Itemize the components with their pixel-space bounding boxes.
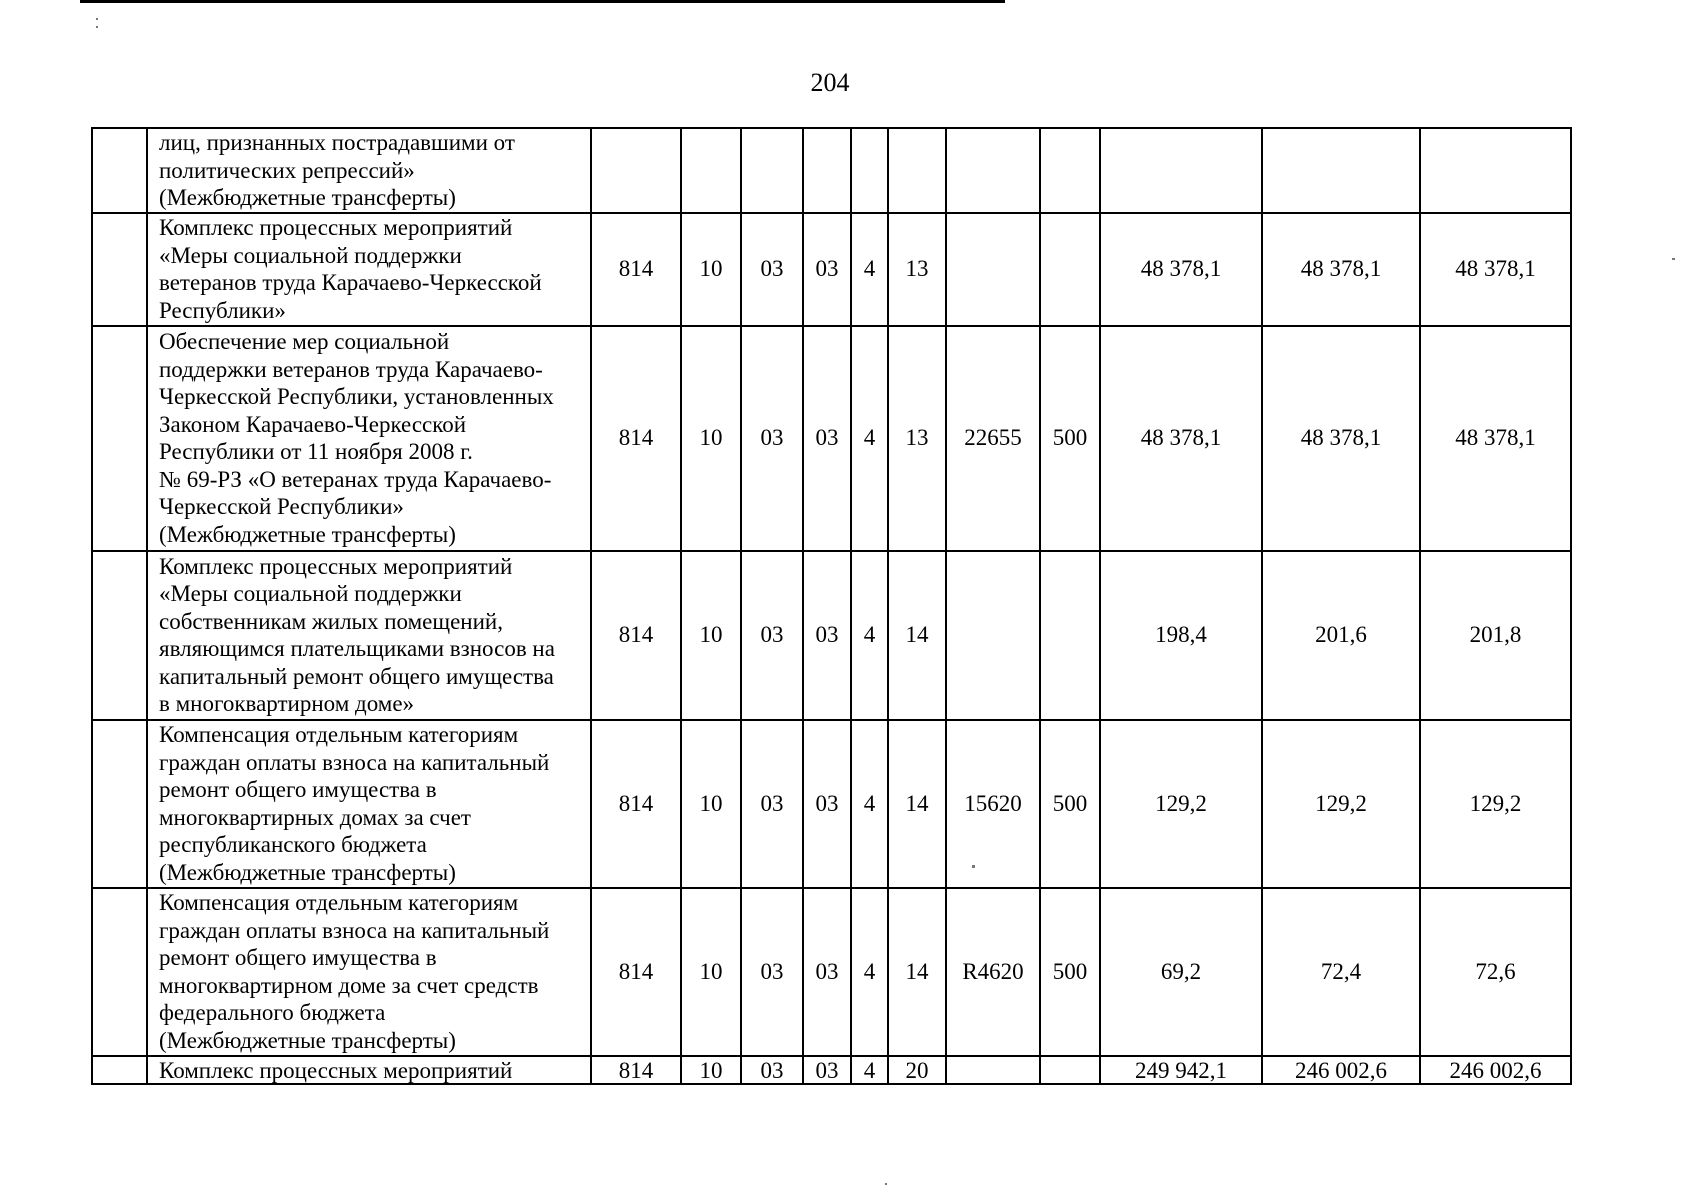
item-cell [946, 213, 1040, 326]
description-cell: Компенсация отдельным категориям граждан оплаты взноса на капитальный ремонт общего имущества в многоквартирном доме за счет средств федерального бюджета (Межбюджетные трансферты) [147, 888, 591, 1056]
scan-speck [885, 1183, 887, 1185]
item-cell: R4620 [946, 888, 1040, 1056]
program-cell [803, 128, 851, 213]
expense-type-cell [1040, 551, 1100, 720]
section-cell: 10 [681, 888, 741, 1056]
item-cell [946, 551, 1040, 720]
expense-type-cell [1040, 213, 1100, 326]
amount-1-cell: 48 378,1 [1100, 326, 1262, 551]
expense-type-cell: 500 [1040, 326, 1100, 551]
type-cell: 4 [851, 551, 888, 720]
item-cell [946, 128, 1040, 213]
amount-2-cell [1262, 128, 1420, 213]
subsection-cell: 03 [741, 888, 803, 1056]
program-cell: 03 [803, 888, 851, 1056]
group-cell [888, 128, 946, 213]
scan-speck [972, 865, 975, 868]
row-index-cell [92, 888, 147, 1056]
table-row [92, 720, 1571, 888]
row-index-cell [92, 551, 147, 720]
scan-speck [96, 18, 98, 20]
program-cell: 03 [803, 551, 851, 720]
subsection-cell [741, 128, 803, 213]
group-cell: 14 [888, 551, 946, 720]
amount-1-cell: 69,2 [1100, 888, 1262, 1056]
program-cell: 03 [803, 1056, 851, 1084]
group-cell: 13 [888, 213, 946, 326]
item-cell: 22655 [946, 326, 1040, 551]
table-row [92, 1056, 1571, 1084]
code-cell: 814 [591, 551, 681, 720]
description-cell: Комплекс процессных мероприятий «Меры социальной поддержки собственникам жилых помещений, являющимся плательщиками взносов на капитальный ремонт общего имущества в многоквартирном доме» [147, 551, 591, 720]
section-cell: 10 [681, 326, 741, 551]
budget-table [91, 127, 1572, 1085]
row-index-cell [92, 720, 147, 888]
amount-3-cell: 48 378,1 [1420, 326, 1571, 551]
description-cell: Комплекс процессных мероприятий [147, 1056, 591, 1084]
type-cell [851, 128, 888, 213]
amount-2-cell: 48 378,1 [1262, 326, 1420, 551]
group-cell: 20 [888, 1056, 946, 1084]
code-cell: 814 [591, 213, 681, 326]
amount-3-cell: 48 378,1 [1420, 213, 1571, 326]
expense-type-cell: 500 [1040, 720, 1100, 888]
table-row [92, 213, 1571, 326]
description-cell: Комплекс процессных мероприятий «Меры социальной поддержки ветеранов труда Карачаево-Черкесской Республики» [147, 213, 591, 326]
expense-type-cell [1040, 1056, 1100, 1084]
row-index-cell [92, 213, 147, 326]
group-cell: 13 [888, 326, 946, 551]
table-row [92, 551, 1571, 720]
amount-3-cell: 246 002,6 [1420, 1056, 1571, 1084]
group-cell: 14 [888, 720, 946, 888]
subsection-cell: 03 [741, 1056, 803, 1084]
program-cell: 03 [803, 326, 851, 551]
code-cell: 814 [591, 326, 681, 551]
code-cell: 814 [591, 720, 681, 888]
subsection-cell: 03 [741, 213, 803, 326]
amount-2-cell: 129,2 [1262, 720, 1420, 888]
description-cell: Обеспечение мер социальной поддержки ветеранов труда Карачаево- Черкесской Республики, установленных Законом Карачаево-Черкесской Республики от 11 ноября 2008 г. № 69-РЗ «О ветеранах труда Карачаево- Черкесской Республики» (Межбюджетные трансферты) [147, 326, 591, 551]
amount-1-cell [1100, 128, 1262, 213]
type-cell: 4 [851, 1056, 888, 1084]
amount-1-cell: 198,4 [1100, 551, 1262, 720]
group-cell: 14 [888, 888, 946, 1056]
amount-2-cell: 48 378,1 [1262, 213, 1420, 326]
top-border-rule [80, 0, 1005, 3]
code-cell [591, 128, 681, 213]
description-cell: Компенсация отдельным категориям граждан оплаты взноса на капитальный ремонт общего имущества в многоквартирных домах за счет республиканского бюджета (Межбюджетные трансферты) [147, 720, 591, 888]
subsection-cell: 03 [741, 551, 803, 720]
table-row [92, 326, 1571, 551]
section-cell: 10 [681, 1056, 741, 1084]
section-cell: 10 [681, 213, 741, 326]
amount-3-cell: 129,2 [1420, 720, 1571, 888]
table-row [92, 128, 1571, 213]
type-cell: 4 [851, 888, 888, 1056]
amount-1-cell: 48 378,1 [1100, 213, 1262, 326]
section-cell: 10 [681, 551, 741, 720]
code-cell: 814 [591, 1056, 681, 1084]
amount-1-cell: 249 942,1 [1100, 1056, 1262, 1084]
type-cell: 4 [851, 213, 888, 326]
subsection-cell: 03 [741, 326, 803, 551]
page-number: 204 [810, 68, 850, 97]
item-cell: 15620 [946, 720, 1040, 888]
scan-speck [96, 26, 98, 28]
section-cell [681, 128, 741, 213]
amount-3-cell: 72,6 [1420, 888, 1571, 1056]
program-cell: 03 [803, 720, 851, 888]
row-index-cell [92, 326, 147, 551]
item-cell [946, 1056, 1040, 1084]
amount-3-cell [1420, 128, 1571, 213]
amount-1-cell: 129,2 [1100, 720, 1262, 888]
row-index-cell [92, 128, 147, 213]
amount-3-cell: 201,8 [1420, 551, 1571, 720]
scan-speck [1672, 258, 1675, 260]
type-cell: 4 [851, 326, 888, 551]
section-cell: 10 [681, 720, 741, 888]
expense-type-cell: 500 [1040, 888, 1100, 1056]
subsection-cell: 03 [741, 720, 803, 888]
amount-2-cell: 72,4 [1262, 888, 1420, 1056]
table-row [92, 888, 1571, 1056]
expense-type-cell [1040, 128, 1100, 213]
amount-2-cell: 201,6 [1262, 551, 1420, 720]
type-cell: 4 [851, 720, 888, 888]
description-cell: лиц, признанных пострадавшими от политических репрессий» (Межбюджетные трансферты) [147, 128, 591, 213]
row-index-cell [92, 1056, 147, 1084]
code-cell: 814 [591, 888, 681, 1056]
amount-2-cell: 246 002,6 [1262, 1056, 1420, 1084]
program-cell: 03 [803, 213, 851, 326]
